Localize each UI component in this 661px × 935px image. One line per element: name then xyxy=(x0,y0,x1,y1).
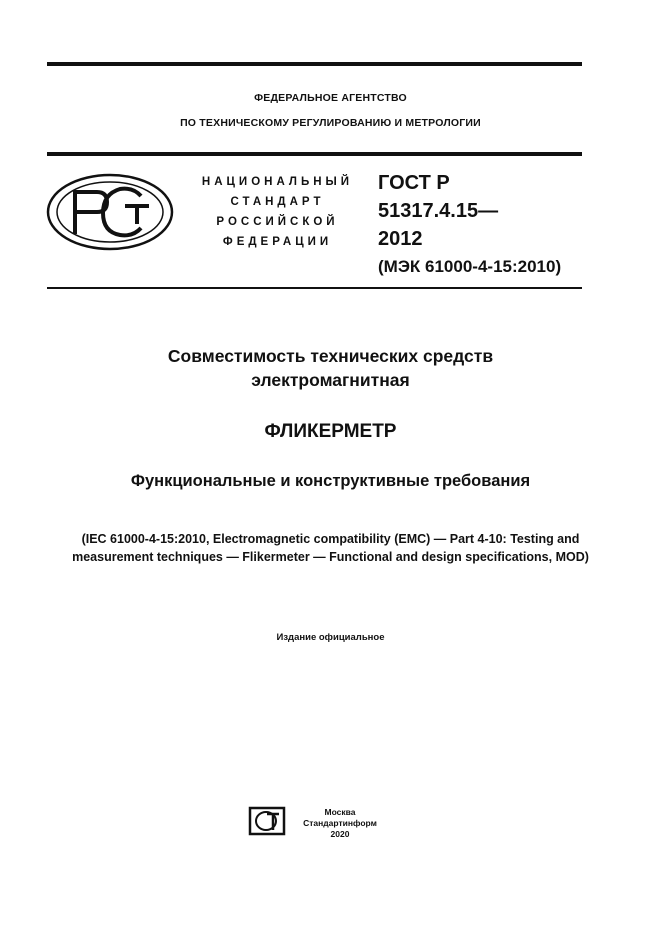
imprint-year: 2020 xyxy=(330,829,350,839)
imprint-publisher: Стандартинформ xyxy=(303,818,377,828)
standartinform-logo xyxy=(247,806,287,836)
imprint-city: Москва xyxy=(324,807,356,817)
rst-certification-logo xyxy=(45,172,175,252)
gost-designation-line-2: 51317.4.15— xyxy=(378,200,499,222)
top-rule xyxy=(47,62,582,66)
edition-label: Издание официальное xyxy=(276,632,385,643)
iec-reference-line-1: (IEC 61000-4-15:2010, Electromagnetic compatibility (EMC) — Part 4-10: Testing and xyxy=(81,532,580,546)
iec-reference-line-2: measurement techniques — Flikermeter — Functional and design specifications, MOD) xyxy=(72,550,589,564)
agency-line-1: ФЕДЕРАЛЬНОЕ АГЕНТСТВО xyxy=(254,92,407,104)
document-heading: ФЛИКЕРМЕТР xyxy=(264,421,397,442)
document-title-line-2: электромагнитная xyxy=(251,370,410,390)
gost-designation-year: 2012 xyxy=(378,228,423,250)
lower-header-rule xyxy=(47,287,582,289)
iec-designation: (МЭК 61000-4-15:2010) xyxy=(378,257,562,276)
national-standard-line-3: РОССИЙСКОЙ xyxy=(216,216,339,228)
upper-header-rule xyxy=(47,152,582,156)
document-subtitle: Функциональные и конструктивные требования xyxy=(130,472,531,490)
document-title-line-1: Совместимость технических средств xyxy=(167,346,494,366)
agency-line-2: ПО ТЕХНИЧЕСКОМУ РЕГУЛИРОВАНИЮ И МЕТРОЛОГИИ xyxy=(180,117,481,129)
gost-designation-line-1: ГОСТ Р xyxy=(378,172,450,194)
national-standard-line-4: ФЕДЕРАЦИИ xyxy=(222,236,333,248)
national-standard-line-1: НАЦИОНАЛЬНЫЙ xyxy=(201,176,354,188)
national-standard-line-2: СТАНДАРТ xyxy=(230,196,325,208)
